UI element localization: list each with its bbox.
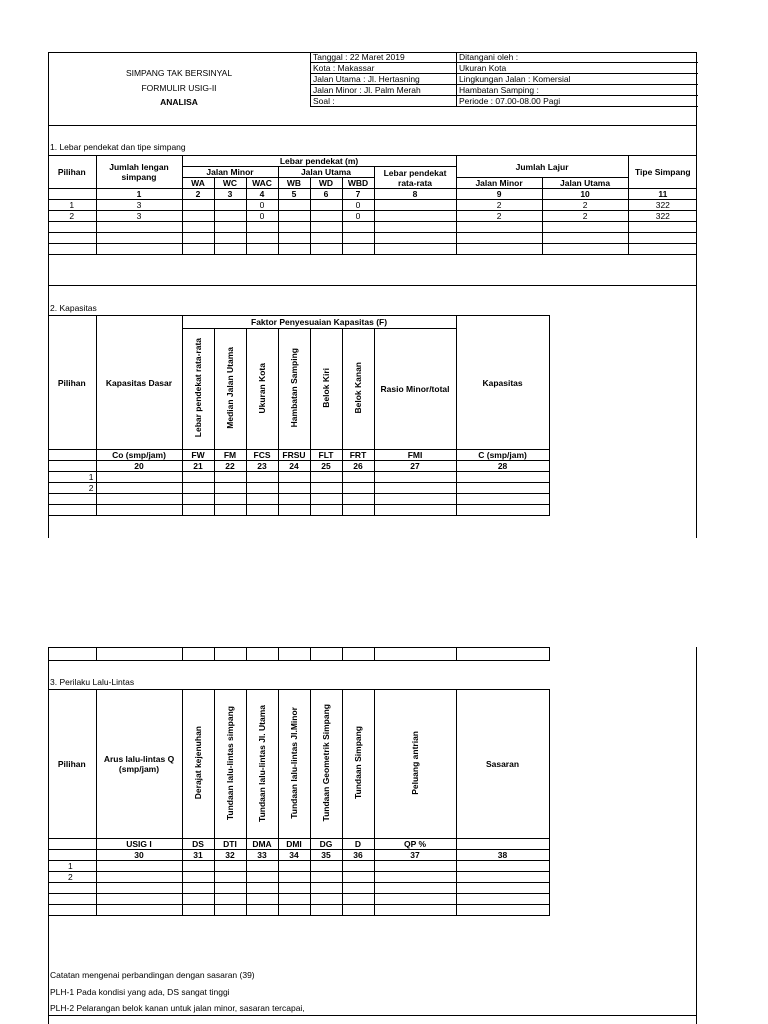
s1-pilihan: Pilihan: [48, 156, 96, 189]
cell: 2: [456, 200, 542, 211]
header-bottom: [48, 125, 697, 126]
cell: 322: [628, 200, 697, 211]
table-row: [48, 883, 549, 894]
s1-num-row: [48, 189, 697, 200]
table-row: [48, 894, 549, 905]
s1-tipe-simpang: Tipe Simpang: [628, 156, 697, 189]
cell: 0: [342, 211, 374, 222]
cell: 3: [96, 200, 182, 211]
s1-jumlah-lajur: Jumlah Lajur: [456, 156, 628, 178]
s1-sub-wbd: WBD: [342, 178, 374, 189]
s2-vert-cell: [278, 329, 310, 450]
s3-vert-label: Tundaan lalu-lintas Jl. Utama: [257, 704, 267, 822]
s3-sasaran: Sasaran: [456, 690, 549, 839]
s1-sub-wac: WAC: [246, 178, 278, 189]
ditangani: Ditangani oleh :: [457, 52, 698, 63]
table-row: [48, 233, 697, 244]
s1-num: 6: [310, 189, 342, 200]
section-2-title: 2. Kapasitas: [50, 303, 97, 313]
note-2: PLH-1 Pada kondisi yang ada, DS sangat tinggi: [50, 987, 230, 997]
cell: 2: [542, 211, 628, 222]
s3-vert-cell: [310, 690, 342, 839]
s1-sub-wa: WA: [182, 178, 214, 189]
s3-vert-label: Tundaan Simpang: [353, 726, 363, 800]
s2-unit: C (smp/jam): [456, 450, 549, 461]
s2-faktor: Faktor Penyesuaian Kapasitas (F): [182, 316, 456, 329]
s3-vert-cell: [246, 690, 278, 839]
form-title-3: ANALISA: [160, 97, 198, 107]
s3-unit: DG: [310, 839, 342, 850]
lingkungan: Lingkungan Jalan : Komersial: [457, 74, 698, 85]
table-row: [48, 905, 549, 916]
cell: [214, 211, 246, 222]
s2-unit: FRSU: [278, 450, 310, 461]
s3-num: 35: [310, 850, 342, 861]
jalan-minor: Jalan Minor : Jl. Palm Merah: [311, 85, 457, 96]
s2-unit: FW: [182, 450, 214, 461]
table-row: [48, 494, 549, 505]
s2-num: 21: [182, 461, 214, 472]
s3-num: 38: [456, 850, 549, 861]
table-row: [48, 472, 549, 483]
s1-num: 5: [278, 189, 310, 200]
table-row: [48, 872, 549, 883]
s2-num: 27: [374, 461, 456, 472]
form-title-1: SIMPANG TAK BERSINYAL: [125, 68, 233, 78]
s2-num: 28: [456, 461, 549, 472]
s3-num: 32: [214, 850, 246, 861]
s3-num: 30: [96, 850, 182, 861]
cell: 1: [48, 200, 96, 211]
s3-num: 34: [278, 850, 310, 861]
s3-vert-label: Tundaan lalu-lintas simpang: [225, 705, 235, 821]
s1-jalan-utama: Jalan Utama: [278, 167, 374, 178]
section-3-title: 3. Perilaku Lalu-Lintas: [50, 677, 135, 687]
cell: 2: [48, 211, 96, 222]
table-row: [48, 200, 697, 211]
s1-num: 1: [96, 189, 182, 200]
cell: [310, 200, 342, 211]
s3-num: 33: [246, 850, 278, 861]
s3-unit: USIG I: [96, 839, 182, 850]
s2-num: 20: [96, 461, 182, 472]
periode: Periode : 07.00-08.00 Pagi: [457, 96, 698, 107]
hambatan: Hambatan Samping :: [457, 85, 698, 96]
cell: 2: [48, 872, 96, 883]
s1-num: 3: [214, 189, 246, 200]
s3-vert-cell: [214, 690, 246, 839]
s2-unit: FMI: [374, 450, 456, 461]
s2-vert-cell: [214, 329, 246, 450]
kota: Kota : Makassar: [311, 63, 457, 74]
section-1-table: [48, 155, 697, 255]
s2-num: 25: [310, 461, 342, 472]
s1-num: 9: [456, 189, 542, 200]
s3-num: 36: [342, 850, 374, 861]
page2-top-row: [48, 647, 550, 661]
s1-sub-wc: WC: [214, 178, 246, 189]
s3-unit: DS: [182, 839, 214, 850]
cell: [278, 211, 310, 222]
table-row: [48, 244, 697, 255]
table-row: [48, 222, 697, 233]
cell: 0: [246, 211, 278, 222]
s2-vert-label: Ukuran Kota: [257, 362, 267, 414]
s2-num: 26: [342, 461, 374, 472]
s2-num-row: [48, 461, 549, 472]
s2-kapasitas: Kapasitas: [456, 316, 549, 450]
s3-vert-cell: [374, 690, 456, 839]
cell: 322: [628, 211, 697, 222]
cell: [374, 200, 456, 211]
s1-num-empty: [48, 189, 96, 200]
s1-sub-wb: WB: [278, 178, 310, 189]
s3-unit-row: [48, 839, 549, 850]
cell: 1: [48, 861, 96, 872]
s3-unit: DMI: [278, 839, 310, 850]
s2-num: 22: [214, 461, 246, 472]
note-1: Catatan mengenai perbandingan dengan sasaran (39): [50, 970, 255, 980]
section-3-table: [48, 689, 550, 916]
cell: 3: [96, 211, 182, 222]
s1-sub-wd: WD: [310, 178, 342, 189]
s2-vert-cell: [310, 329, 342, 450]
s2-vert-label: Median Jalan Utama: [225, 347, 235, 429]
s3-pilihan: Pilihan: [48, 690, 96, 839]
frame-right-2: [696, 647, 697, 1024]
s3-num: 31: [182, 850, 214, 861]
s3-vert-label: Tundaan lalu-lintas Jl.Minor: [289, 707, 299, 819]
cell: 2: [542, 200, 628, 211]
s1-num: 11: [628, 189, 697, 200]
s2-unit: Co (smp/jam): [96, 450, 182, 461]
s3-arus: Arus lalu-lintas Q (smp/jam): [96, 690, 182, 839]
s3-vert-label: Derajat kejenuhan: [193, 726, 203, 800]
note-3: PLH-2 Pelarangan belok kanan untuk jalan minor, sasaran tercapai,: [50, 1003, 305, 1013]
s2-vert-label: Belok Kiri: [321, 368, 331, 408]
s1-num: 7: [342, 189, 374, 200]
s2-vert-cell: [246, 329, 278, 450]
s1-num: 8: [374, 189, 456, 200]
s1-lebar-pendekat: Lebar pendekat (m): [182, 156, 456, 167]
s1-bottom: [48, 285, 697, 286]
s1-jumlah-lengan: Jumlah lengan simpang: [96, 156, 182, 189]
s1-lebar-rata: Lebar pendekat rata-rata: [374, 167, 456, 189]
s1-jalan-minor: Jalan Minor: [182, 167, 278, 178]
s2-vert-cell: [342, 329, 374, 450]
s3-num-row: [48, 850, 549, 861]
soal: Soal :: [311, 96, 457, 107]
s3-peluang: Peluang antrian: [410, 731, 420, 795]
s2-vert-cell: [182, 329, 214, 450]
cell: [214, 200, 246, 211]
s3-vert-cell: [278, 690, 310, 839]
s3-unit: DTI: [214, 839, 246, 850]
s1-lajur-minor: Jalan Minor: [456, 178, 542, 189]
table-row: [48, 505, 549, 516]
s1-num: 2: [182, 189, 214, 200]
cell: 2: [456, 211, 542, 222]
cell: 2: [48, 483, 96, 494]
s2-unit: FLT: [310, 450, 342, 461]
section-1-title: 1. Lebar pendekat dan tipe simpang: [50, 142, 186, 152]
s3-unit: DMA: [246, 839, 278, 850]
tanggal: Tanggal : 22 Maret 2019: [311, 52, 457, 63]
cell: 0: [246, 200, 278, 211]
cell: [182, 211, 214, 222]
s2-pilihan: Pilihan: [48, 316, 96, 450]
s3-unit: QP %: [374, 839, 456, 850]
ukuran-kota: Ukuran Kota: [457, 63, 698, 74]
s3-num: 37: [374, 850, 456, 861]
table-row: [48, 211, 697, 222]
s3-vert-cell: [342, 690, 374, 839]
header-info-table: [310, 52, 698, 107]
s2-vert-label: Hambatan Samping: [289, 348, 299, 428]
s3-vert-cell: [182, 690, 214, 839]
s1-lajur-utama: Jalan Utama: [542, 178, 628, 189]
s2-vert-label: Belok Kanan: [353, 362, 363, 414]
s2-vert-label: Lebar pendekat rata-rata: [193, 338, 203, 438]
s2-kap-dasar: Kapasitas Dasar: [96, 316, 182, 450]
form-title-2: FORMULIR USIG-II: [141, 83, 217, 93]
s2-unit: FM: [214, 450, 246, 461]
table-row: [48, 483, 549, 494]
s2-unit-row: [48, 450, 549, 461]
jalan-utama: Jalan Utama : Jl. Hertasning: [311, 74, 457, 85]
cell: [374, 211, 456, 222]
s1-num: 10: [542, 189, 628, 200]
s2-num: 24: [278, 461, 310, 472]
cell: [278, 200, 310, 211]
notes-divider: [48, 1015, 697, 1016]
s1-num: 4: [246, 189, 278, 200]
table-row: [48, 861, 549, 872]
s3-unit: D: [342, 839, 374, 850]
s2-num: 23: [246, 461, 278, 472]
s2-unit: FCS: [246, 450, 278, 461]
cell: [182, 200, 214, 211]
s2-rasio: Rasio Minor/total: [374, 329, 456, 450]
cell: 0: [342, 200, 374, 211]
cell: [310, 211, 342, 222]
section-2-table: [48, 315, 550, 516]
s3-vert-label: Tundaan Geometrik Simpang: [321, 704, 331, 822]
s2-unit: FRT: [342, 450, 374, 461]
cell: 1: [48, 472, 96, 483]
